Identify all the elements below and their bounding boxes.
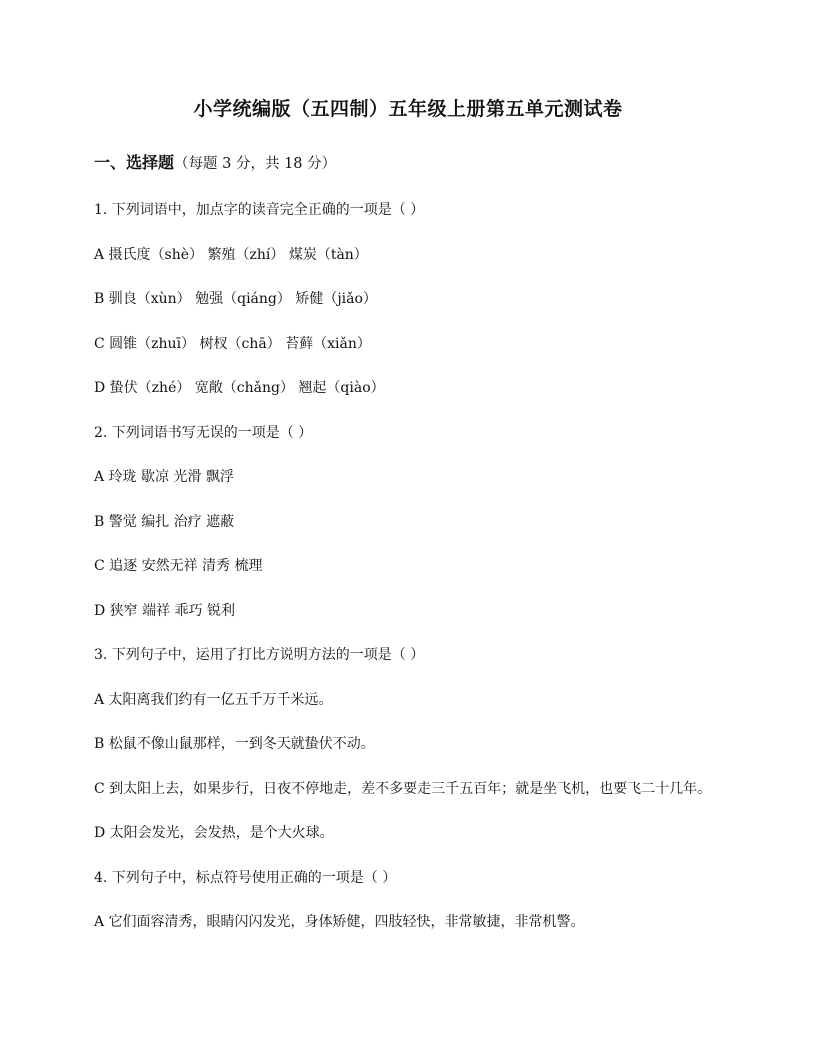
question-option: D 太阳会发光，会发热，是个大火球。 [94,825,334,841]
question-option: B 松鼠不像山鼠那样，一到冬天就蛰伏不动。 [94,736,375,752]
question-option: B 驯良（xùn） 勉强（qiáng） 矫健（jiǎo） [94,291,377,307]
question-option: A 摄氏度（shè） 繁殖（zhí） 煤炭（tàn） [94,246,368,263]
question-option: C 追逐 安然无祥 清秀 梳理 [94,558,263,574]
question-stem: 4. 下列句子中，标点符号使用正确的一项是（ ） [94,869,397,886]
question-option: A 它们面容清秀，眼睛闪闪发光，身体矫健，四肢轻快，非常敏捷，非常机警。 [94,914,585,930]
section-heading-note: （每题 3 分，共 18 分） [174,156,337,172]
section-heading [94,150,336,173]
question-stem: 2. 下列词语书写无误的一项是（ ） [94,424,313,441]
section-heading-label: 一、选择题 [94,153,175,172]
document-title: 小学统编版（五四制）五年级上册第五单元测试卷 [193,98,623,120]
question-option: D 狭窄 端祥 乖巧 锐利 [94,602,236,619]
question-option: A 玲珑 歇凉 光滑 飘浮 [94,469,234,485]
question-option: A 太阳离我们约有一亿五千万千米远。 [94,691,333,708]
question-stem: 3. 下列句子中，运用了打比方说明方法的一项是（ ） [94,647,425,663]
question-option: B 警觉 编扎 治疗 遮蔽 [94,513,235,530]
question-option: D 蛰伏（zhé） 宽敞（chǎng） 翘起（qiào） [94,380,385,396]
question-option: C 圆锥（zhuī） 树杈（chā） 苔藓（xiǎn） [94,335,371,352]
question-option: C 到太阳上去，如果步行，日夜不停地走，差不多要走三千五百年；就是坐飞机，也要飞二十几年。 [94,780,712,797]
question-list [94,196,724,953]
question-stem: 1. 下列词语中，加点字的读音完全正确的一项是（ ） [94,202,425,218]
